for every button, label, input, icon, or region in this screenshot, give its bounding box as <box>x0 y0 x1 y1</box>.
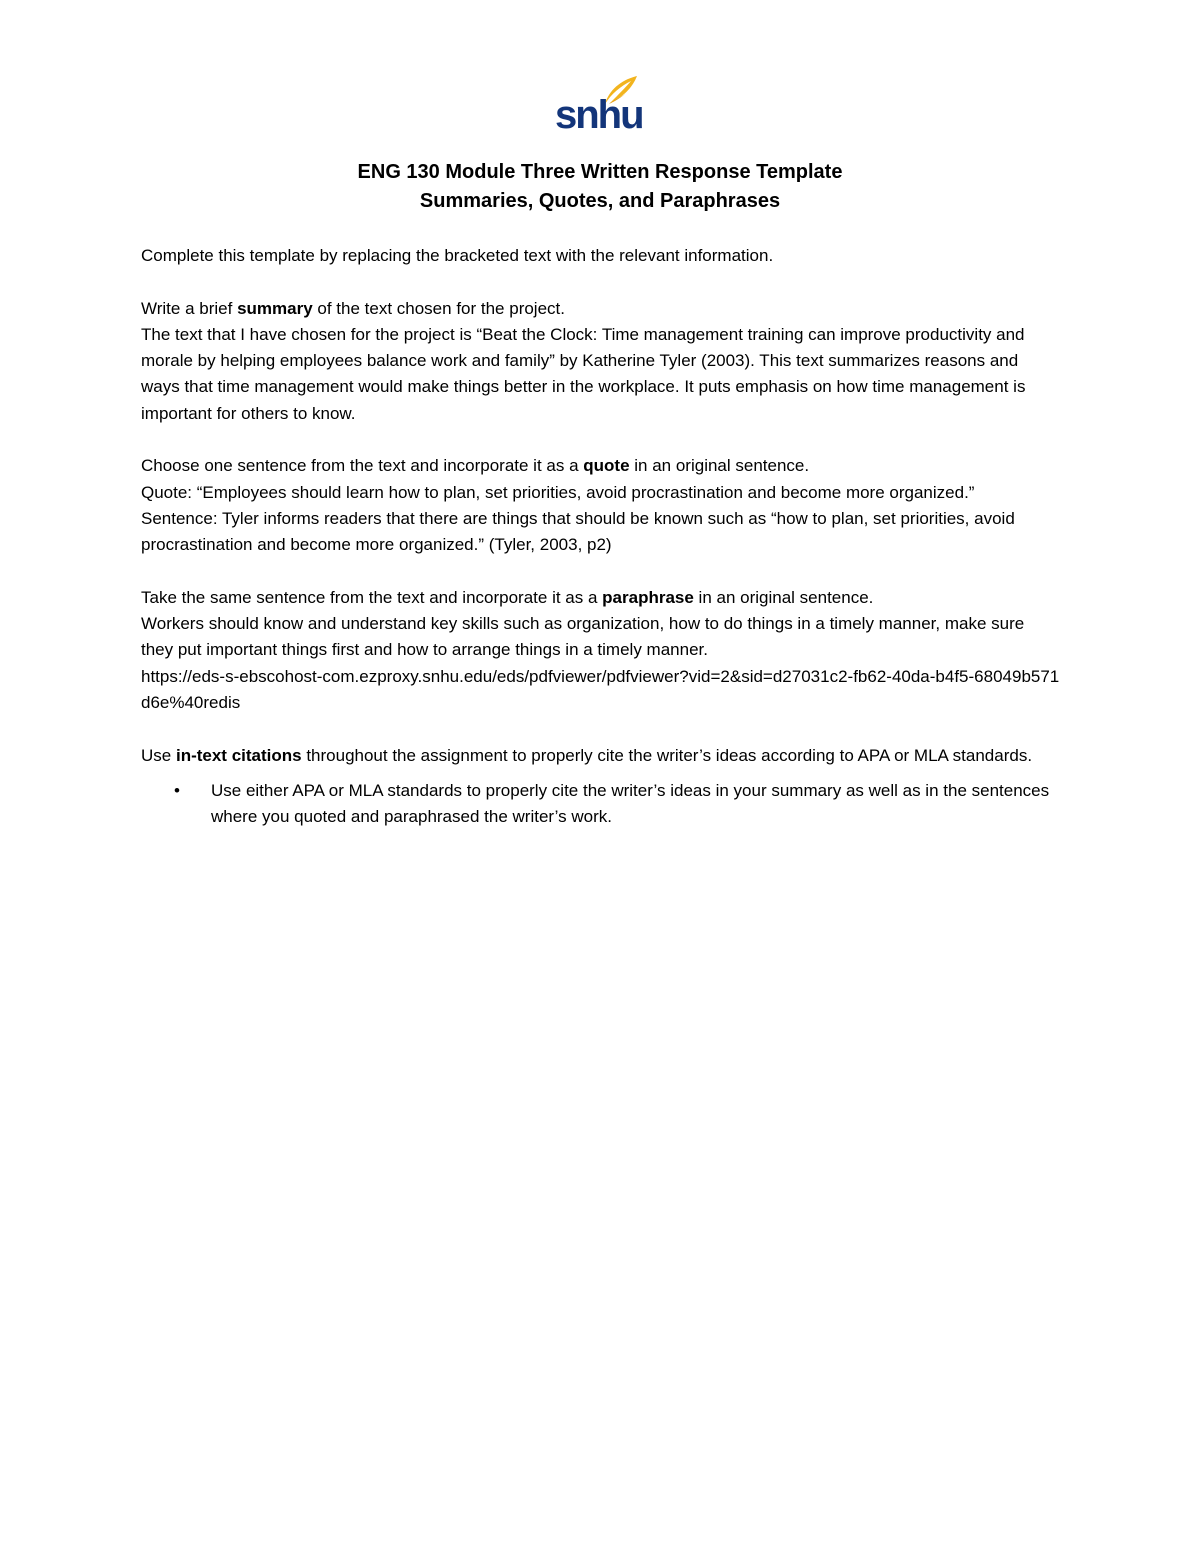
snhu-logo <box>553 72 643 134</box>
citation-prompt: Use in-text citations throughout the assignment to properly cite the writer’s ideas according to APA or MLA standards. <box>141 745 1033 765</box>
document-body <box>141 243 1061 831</box>
quote-prompt: Choose one sentence from the text and incorporate it as a quote in an original sentence. <box>141 456 810 476</box>
summary-prompt: Write a brief summary of the text chosen for the project. <box>141 298 565 318</box>
paraphrase-body: Workers should know and understand key skills such as organization, how to do things in a timely manner, make sure they put important things first and how to arrange things in a timely manner. <box>141 614 1025 660</box>
bullet-icon: • <box>174 780 180 800</box>
quote-keyword: quote <box>583 456 630 476</box>
quote-sentence: Sentence: Tyler informs readers that there are things that should be known such as “how to plan, set priorities, avoid procrastination and become more organized.” (Tyler, 2003, p2) <box>141 508 1015 555</box>
bullet-text: Use either APA or MLA standards to properly cite the writer’s ideas in your summary as well as in the sentences where you quoted and paraphrased the writer’s work. <box>211 780 1050 827</box>
title-line-2: Summaries, Quotes, and Paraphrases <box>419 190 781 212</box>
list-item <box>141 778 1061 831</box>
document-title <box>0 158 1200 216</box>
title-line-1: ENG 130 Module Three Written Response Template <box>357 161 843 183</box>
quote-text: Quote: “Employees should learn how to plan, set priorities, avoid procrastination and become more organized.” <box>141 482 975 502</box>
paraphrase-keyword: paraphrase <box>602 587 694 607</box>
logo-wordmark: snhu <box>555 93 643 134</box>
citation-keyword: in-text citations <box>175 745 302 765</box>
flame-leaf-icon <box>553 72 643 134</box>
summary-keyword: summary <box>237 298 313 318</box>
source-url: https://eds-s-ebscohost-com.ezproxy.snhu.edu/eds/pdfviewer/pdfviewer?vid=2&sid=d27031c2-fb62-40da-b4f5-68049b571d6e%40redis <box>141 666 1060 713</box>
summary-body: The text that I have chosen for the project is “Beat the Clock: Time management training can improve productivity and morale by helping employees balance work and family” by Katherine Tyler (2003). This text summarizes reasons and ways that time management would make things better in the workplace. It puts emphasis on how time management is important for others to know. <box>141 324 1026 423</box>
paraphrase-prompt: Take the same sentence from the text and incorporate it as a paraphrase in an original sentence. <box>141 587 874 607</box>
intro-text: Complete this template by replacing the bracketed text with the relevant information. <box>141 246 774 265</box>
